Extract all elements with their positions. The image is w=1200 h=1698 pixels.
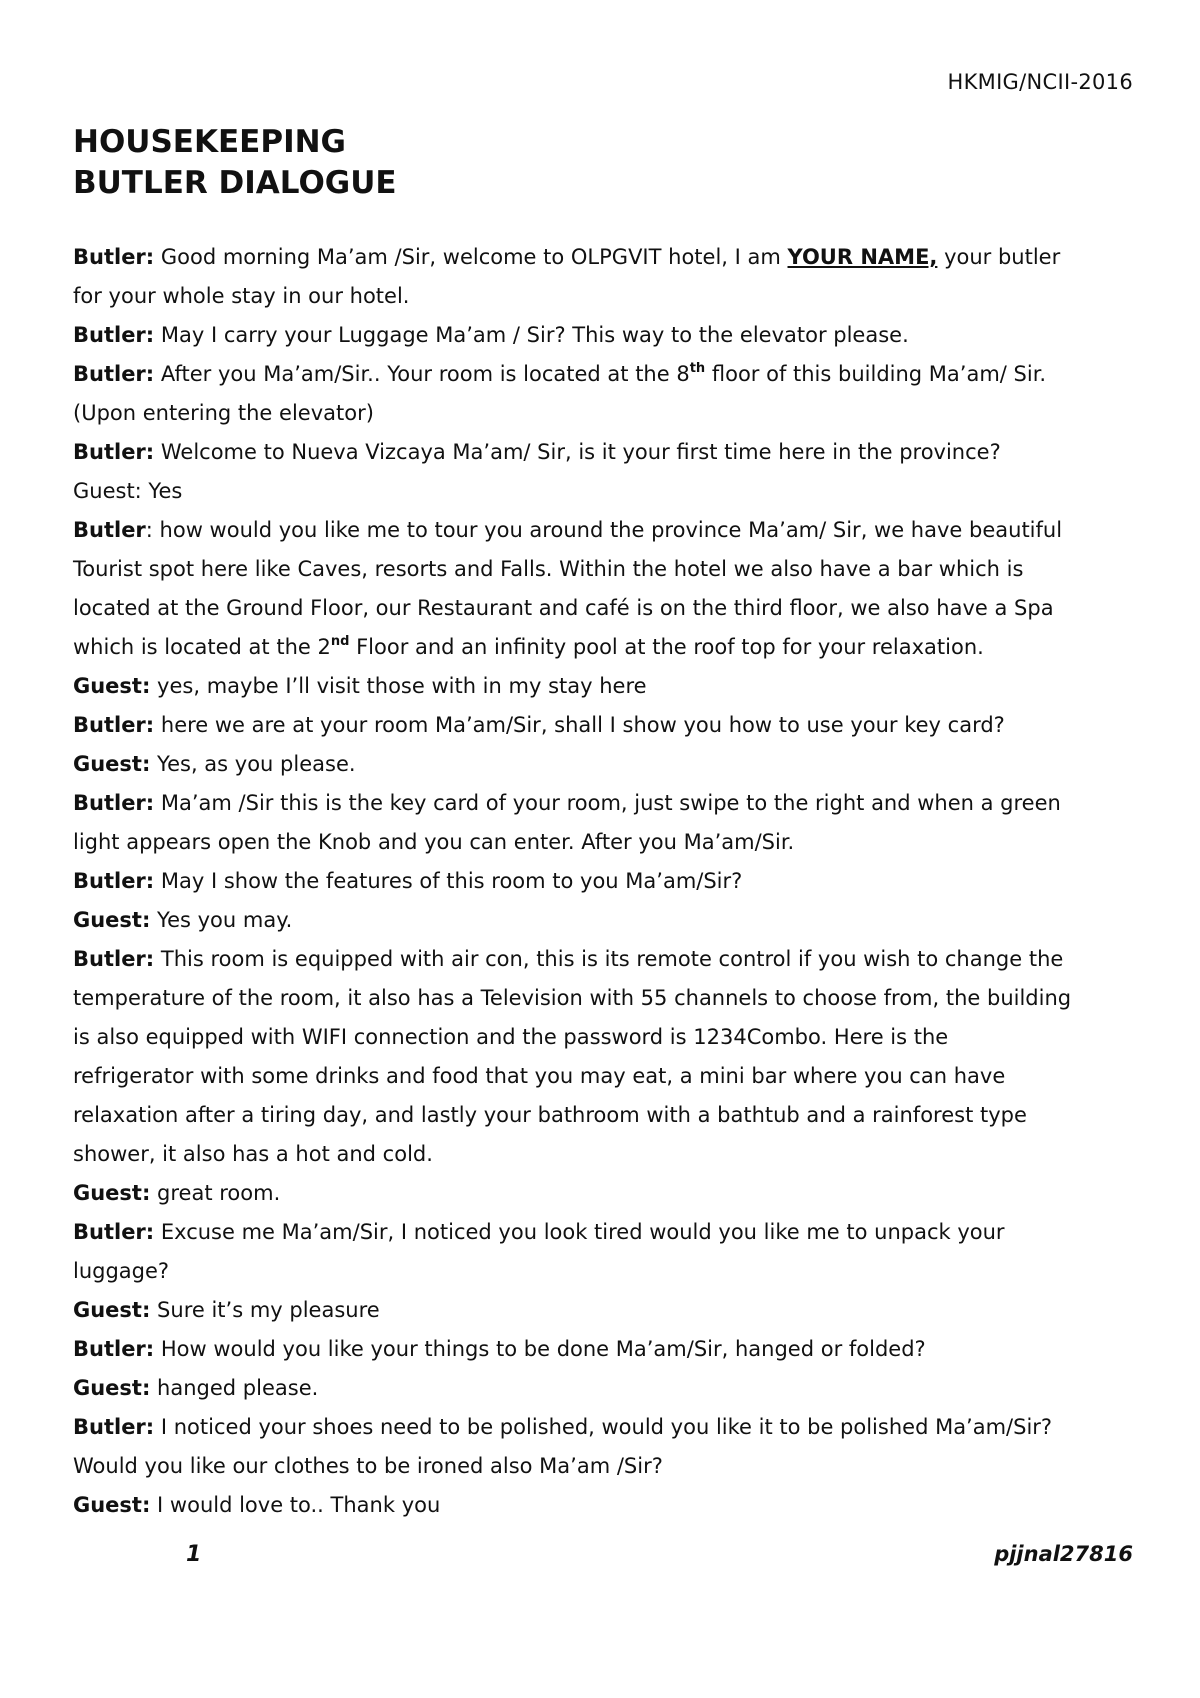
dialogue-line: Guest: hanged please. bbox=[73, 1376, 319, 1400]
dialogue-line: Butler: Ma’am /Sir this is the key card of your room, just swipe to the right and when a green bbox=[73, 791, 1061, 815]
title-line-1: HOUSEKEEPING bbox=[73, 124, 346, 160]
speaker-label: Butler: bbox=[73, 1337, 155, 1361]
speaker-label: Butler: bbox=[73, 362, 155, 386]
dialogue-line: which is located at the 2nd Floor and an infinity pool at the roof top for your relaxation. bbox=[73, 634, 984, 659]
dialogue-line: Guest: Yes bbox=[73, 479, 183, 503]
document-title bbox=[73, 122, 397, 204]
butler-name-placeholder: YOUR NAME, bbox=[787, 245, 938, 269]
speaker-label: Butler: bbox=[73, 323, 155, 347]
speaker-label: Guest: bbox=[73, 1298, 151, 1322]
dialogue-line: Butler: May I show the features of this room to you Ma’am/Sir? bbox=[73, 869, 743, 893]
speaker-label: Guest: bbox=[73, 674, 151, 698]
dialogue-line: refrigerator with some drinks and food that you may eat, a mini bar where you can have bbox=[73, 1064, 1006, 1088]
speaker-label: Butler: bbox=[73, 791, 155, 815]
speaker-label: Guest: bbox=[73, 752, 151, 776]
dialogue-line: Butler: After you Ma’am/Sir.. Your room is located at the 8th floor of this building Ma’am/ Sir. bbox=[73, 361, 1047, 386]
speaker-label: Butler: bbox=[73, 1220, 155, 1244]
document-id: pjjnal27816 bbox=[994, 1542, 1133, 1566]
speaker-label: Butler: bbox=[73, 1415, 155, 1439]
dialogue-line: Butler: how would you like me to tour you around the province Ma’am/ Sir, we have beautiful bbox=[73, 518, 1063, 542]
dialogue-line: Butler: here we are at your room Ma’am/Sir, shall I show you how to use your key card? bbox=[73, 713, 1005, 737]
dialogue-line: Guest: great room. bbox=[73, 1181, 281, 1205]
superscript: nd bbox=[330, 634, 350, 649]
dialogue-line: Guest: yes, maybe I’ll visit those with in my stay here bbox=[73, 674, 647, 698]
speaker-label: Guest: bbox=[73, 1181, 151, 1205]
dialogue-line: Would you like our clothes to be ironed also Ma’am /Sir? bbox=[73, 1454, 663, 1478]
speaker-label: Butler: bbox=[73, 947, 155, 971]
dialogue-body bbox=[73, 238, 1138, 1525]
dialogue-line: luggage? bbox=[73, 1259, 170, 1283]
dialogue-line: Butler: Good morning Ma’am /Sir, welcome to OLPGVIT hotel, I am YOUR NAME, your butler bbox=[73, 245, 1061, 269]
speaker-label: Butler: bbox=[73, 713, 155, 737]
dialogue-line: is also equipped with WIFI connection and the password is 1234Combo. Here is the bbox=[73, 1025, 949, 1049]
dialogue-line: Butler: This room is equipped with air con, this is its remote control if you wish to change the bbox=[73, 947, 1064, 971]
dialogue-line: (Upon entering the elevator) bbox=[73, 401, 374, 425]
page-number: 1 bbox=[186, 1542, 202, 1567]
dialogue-line: Guest: Yes you may. bbox=[73, 908, 293, 932]
dialogue-line: Butler: Excuse me Ma’am/Sir, I noticed you look tired would you like me to unpack your bbox=[73, 1220, 1005, 1244]
superscript: th bbox=[689, 361, 706, 376]
speaker-label: Guest: bbox=[73, 908, 151, 932]
title-line-2: BUTLER DIALOGUE bbox=[73, 165, 397, 201]
dialogue-line: Butler: I noticed your shoes need to be polished, would you like it to be polished Ma’am/Sir? bbox=[73, 1415, 1053, 1439]
dialogue-line: Butler: May I carry your Luggage Ma’am / Sir? This way to the elevator please. bbox=[73, 323, 909, 347]
document-code: HKMIG/NCII-2016 bbox=[947, 70, 1133, 94]
speaker-label: Guest: bbox=[73, 1376, 151, 1400]
dialogue-line: Guest: I would love to.. Thank you bbox=[73, 1493, 441, 1517]
dialogue-line: Butler: Welcome to Nueva Vizcaya Ma’am/ Sir, is it your first time here in the province? bbox=[73, 440, 1001, 464]
dialogue-line: located at the Ground Floor, our Restaurant and café is on the third floor, we also have a Spa bbox=[73, 596, 1054, 620]
dialogue-line: relaxation after a tiring day, and lastly your bathroom with a bathtub and a rainforest type bbox=[73, 1103, 1027, 1127]
speaker-label: Butler: bbox=[73, 440, 155, 464]
dialogue-line: Butler: How would you like your things to be done Ma’am/Sir, hanged or folded? bbox=[73, 1337, 926, 1361]
dialogue-line: Guest: Yes, as you please. bbox=[73, 752, 356, 776]
dialogue-line: Guest: Sure it’s my pleasure bbox=[73, 1298, 380, 1322]
speaker-label: Butler bbox=[73, 518, 146, 542]
speaker-label: Guest: bbox=[73, 1493, 151, 1517]
speaker-label: Butler: bbox=[73, 245, 155, 269]
dialogue-line: temperature of the room, it also has a Television with 55 channels to choose from, the building bbox=[73, 986, 1072, 1010]
speaker-label: Butler: bbox=[73, 869, 155, 893]
dialogue-line: Tourist spot here like Caves, resorts and Falls. Within the hotel we also have a bar which is bbox=[73, 557, 1024, 581]
dialogue-line: light appears open the Knob and you can enter. After you Ma’am/Sir. bbox=[73, 830, 795, 854]
dialogue-line: shower, it also has a hot and cold. bbox=[73, 1142, 433, 1166]
dialogue-line: for your whole stay in our hotel. bbox=[73, 284, 410, 308]
